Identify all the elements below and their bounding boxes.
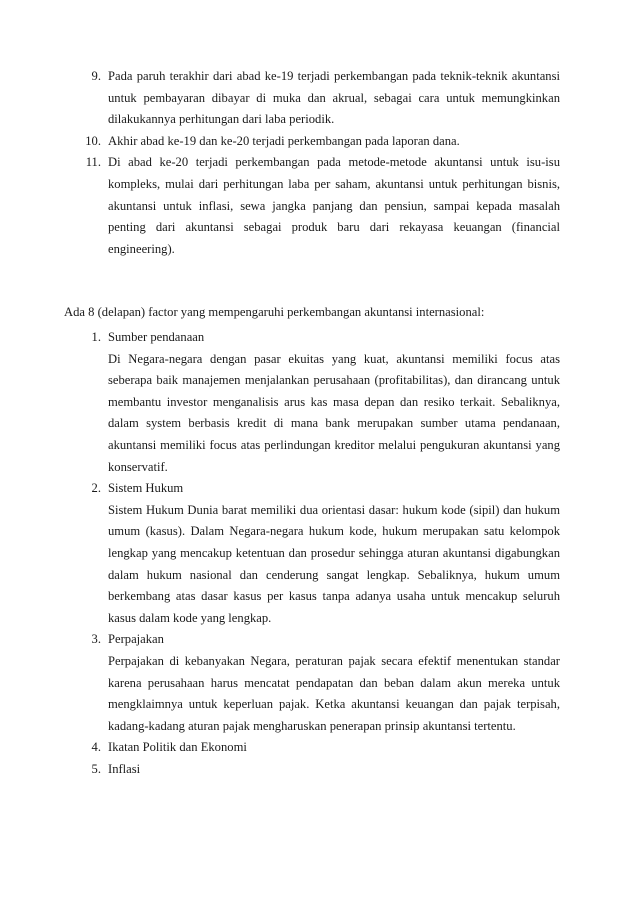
factor-item [0, 327, 638, 478]
history-list [0, 66, 638, 260]
factor-title: Sumber pendanaan [108, 330, 205, 344]
intro-paragraph: Ada 8 (delapan) factor yang mempengaruhi perkembangan akuntansi internasional: [64, 304, 485, 319]
factor-title: Ikatan Politik dan Ekonomi [108, 740, 247, 755]
list-item [0, 66, 638, 131]
list-item-text: Di abad ke-20 terjadi perkembangan pada metode-metode akuntansi untuk isu-isu kompleks, mulai dari perhitungan laba per saham, akuntansi untuk perhitungan bisnis, akuntansi untuk inflasi, sewa jangka panjang dan pensiun, sampai kepada masalah penting dari akuntansi sebagai produk baru dari rekayasa keuangan (financial engineering). [108, 155, 560, 256]
factor-number: 2. [91, 481, 101, 496]
list-item [0, 131, 638, 153]
list-item-number: 9. [91, 69, 101, 83]
factor-item [0, 759, 638, 781]
list-item-text: Pada paruh terakhir dari abad ke-19 terjadi perkembangan pada teknik-teknik akuntansi untuk pembayaran dibayar di muka dan akrual, sebagai cara untuk memungkinkan dilakukannya perhitungan dari laba periodik. [108, 69, 560, 127]
factor-title: Perpajakan [108, 632, 164, 647]
list-item-text: Akhir abad ke-19 dan ke-20 terjadi perkembangan pada laporan dana. [108, 133, 460, 148]
list-item-number: 11. [85, 155, 101, 170]
factor-body: Sistem Hukum Dunia barat memiliki dua orientasi dasar: hukum kode (sipil) dan hukum umum (kasus). Dalam Negara-negara hukum kode, hukum merupakan satu kelompok lengkap yang mencakup ketentuan dan prosedur sehingga aturan akuntansi digabungkan dalam hukum nasional dan cenderung sangat lengkap. Sebaliknya, hukum umum berkembang atas dasar kasus per kasus tanpa adanya usaha untuk mencakup seluruh kasus dalam kode yang lengkap. [108, 502, 560, 625]
factors-list [0, 327, 638, 780]
factor-body: Di Negara-negara dengan pasar ekuitas yang kuat, akuntansi memiliki focus atas seberapa baik manajemen menjalankan perusahaan (profitabilitas), dan dirancang untuk membantu investor menganalisis arus kas masa depan dan resiko terkait. Sebaliknya, dalam system berbasis kredit di mana bank merupakan sumber utama pendanaan, akuntansi memiliki focus atas perlindungan kreditor melalui pengukuran akuntansi yang konservatif. [108, 351, 560, 474]
factor-title: Inflasi [108, 761, 141, 776]
factor-body: Perpajakan di kebanyakan Negara, peraturan pajak secara efektif menentukan standar karena perusahaan harus mencatat pendapatan dan beban dalam akun mereka untuk mengklaimnya untuk keperluan pajak. Ketka akuntansi keuangan dan pajak terpisah, kadang-kadang aturan pajak mengharuskan penerapan prinsip akuntansi tertentu. [108, 653, 560, 733]
factor-number: 4. [91, 740, 101, 755]
factor-item [0, 478, 638, 629]
factor-item [0, 737, 638, 759]
factor-number: 3. [91, 632, 101, 647]
list-item-number: 10. [85, 133, 101, 148]
list-item [0, 152, 638, 260]
factor-number: 5. [91, 761, 101, 776]
factor-title: Sistem Hukum [108, 481, 184, 496]
factor-number: 1. [91, 330, 101, 344]
factor-item [0, 629, 638, 737]
